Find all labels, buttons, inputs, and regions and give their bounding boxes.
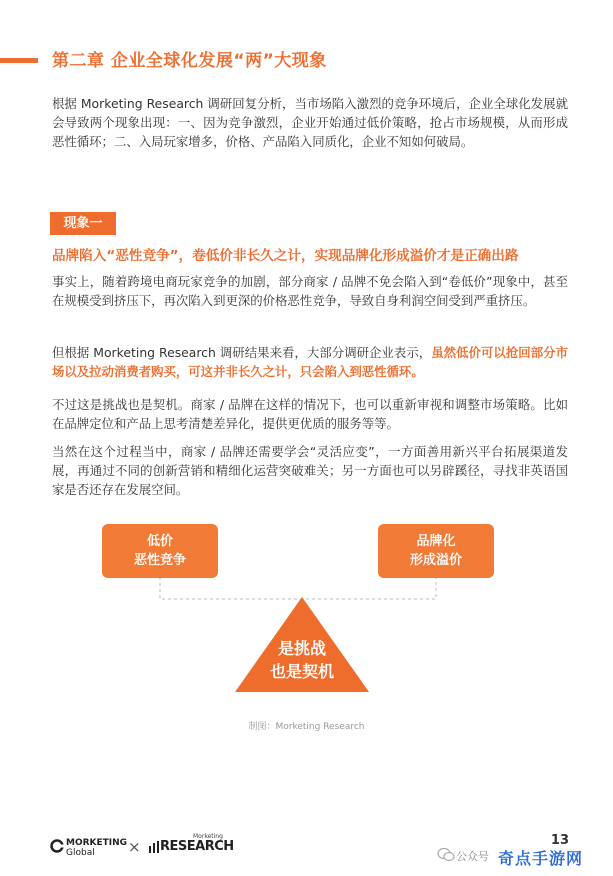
morketing-logo-icon — [50, 839, 64, 853]
chapter-title: 第二章 企业全球化发展“两”大现象 — [52, 51, 327, 71]
morketing-global-logo — [66, 838, 127, 858]
left-box-line2: 恶性竞争 — [133, 553, 186, 568]
right-box-line1: 品牌化 — [416, 534, 456, 549]
diagram-left-box — [102, 524, 218, 578]
paragraph-1: 事实上，随着跨境电商玩家竞争的加剧，部分商家 / 品牌不免会陷入到“卷低价”现象中，甚至在规模受到挤压下，再次陷入到更深的价格恶性竞争，导致自身利润空间受到严重挤压。 — [52, 274, 568, 308]
paragraph-2-text: 但根据 Morketing Research 调研结果来看，大部分调研企业表示， — [52, 345, 432, 360]
paragraph-4: 当然在这个过程当中，商家 / 品牌还需要学会“灵活应变”，一方面善用新兴平台拓展渠道发展，再通过不同的创新营销和精细化运营突破难关；另一方面也可以另辟蹊径，寻找非英语国家是否还存在发展空间。 — [52, 444, 568, 497]
intro-paragraph: 根据 Morketing Research 调研回复分析，当市场陷入激烈的竞争环境后，企业全球化发展就会导致两个现象出现：一、因为竞争激烈，企业开始通过低价策略，抢占市场规模，从而形成恶性循环；二、入局玩家增多，价格、产品陷入同质化，企业不知如何破局。 — [52, 96, 568, 149]
watermark-brand: 奇点手游网 — [498, 849, 584, 868]
research-logo: RESEARCH — [160, 839, 234, 854]
diagram-caption: 制图：Morketing Research — [248, 722, 365, 732]
triangle-line1: 是挑战 — [277, 639, 326, 658]
left-box-line1: 低价 — [146, 534, 173, 549]
paragraph-3: 不过这是挑战也是契机。商家 / 品牌在这样的情况下，也可以重新审视和调整市场策略。比如在品牌定位和产品上思考清楚差异化，提供更优质的服务等等。 — [52, 397, 568, 431]
research-bars-icon — [149, 841, 159, 853]
logo-separator: × — [128, 838, 141, 856]
diagram-right-box — [378, 524, 494, 578]
logo-left-line2: Global — [66, 848, 95, 858]
phenomenon-tag: 现象一 — [50, 212, 116, 235]
page-number: 13 — [550, 833, 569, 848]
paragraph-2-highlight: 虽然低价可以抢回部分市场以及拉动消费者购买，可这并非长久之计，只会陷入到恶性循环。 — [52, 345, 568, 379]
triangle-line2: 也是契机 — [269, 662, 334, 681]
diagram-triangle-text — [236, 637, 368, 683]
right-box-line2: 形成溢价 — [409, 553, 462, 568]
research-logo-small: Morketing — [193, 833, 223, 840]
wechat-icon — [437, 847, 455, 862]
logo-left-line1: MORKETING — [66, 838, 128, 848]
watermark-text: 公众号 — [456, 850, 489, 863]
phenomenon-headline: 品牌陷入“恶性竞争”，卷低价非长久之计，实现品牌化形成溢价才是正确出路 — [52, 248, 519, 264]
